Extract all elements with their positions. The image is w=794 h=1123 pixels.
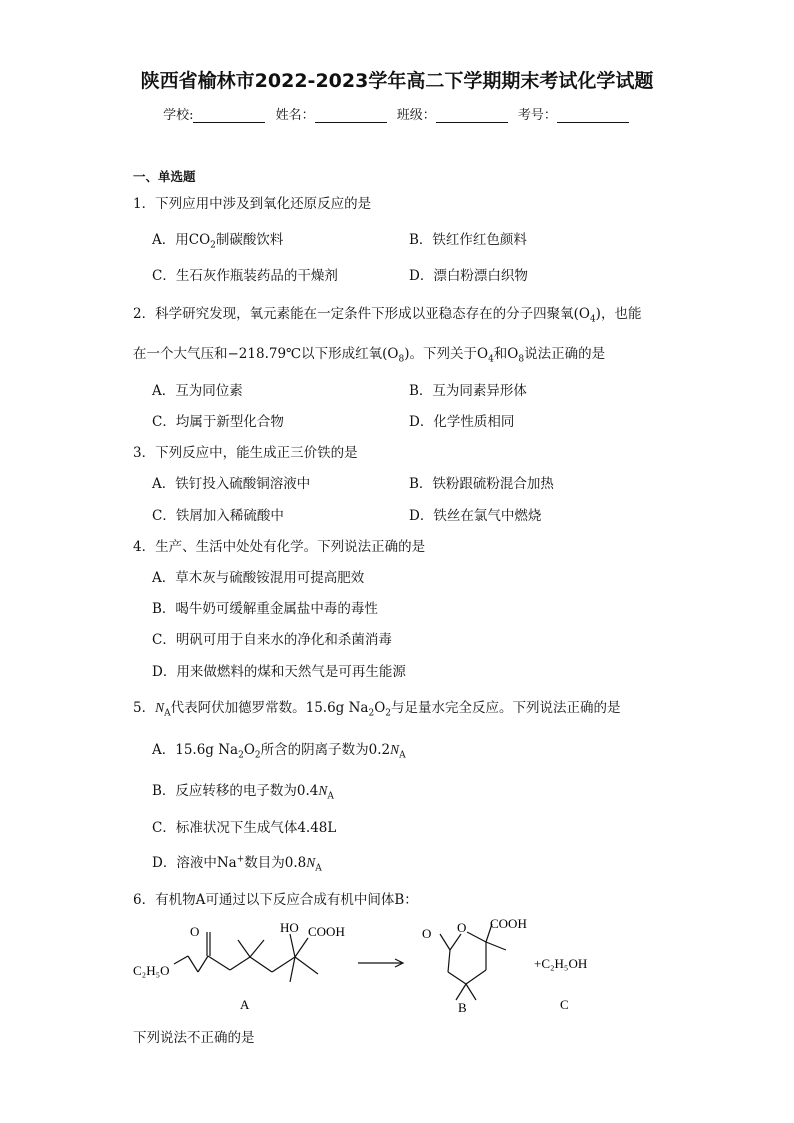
- page-title: 陕西省榆林市2022-2023学年高二下学期期末考试化学试题: [140, 70, 654, 92]
- class-blank[interactable]: [436, 108, 508, 123]
- b-carbonyl-oxygen: O: [422, 926, 432, 941]
- q1-option-d: D．漂白粉漂白织物: [409, 268, 528, 284]
- q1-option-a: A．用$CO_2$制碳酸饮料: [152, 232, 284, 251]
- class-label: 班级：: [396, 108, 436, 123]
- a-carboxyl-label: COOH: [308, 924, 345, 939]
- label-a: A: [240, 997, 250, 1012]
- q5-option-a: A．15.6g $Na_2O_2$所含的阴离子数为$0.2N_A$: [152, 742, 406, 761]
- name-blank[interactable]: [315, 108, 387, 123]
- reaction-scheme: [130, 912, 610, 1021]
- school-blank[interactable]: [193, 108, 265, 123]
- number-blank[interactable]: [557, 108, 629, 123]
- student-info-row: [0, 104, 794, 123]
- q2-stem-line2: 在一个大气压和−218.79℃以下形成红氧$(O_8)$。下列关于$O_4$和$O_8$说法正确的是: [133, 346, 606, 365]
- a-hydroxyl-label: HO: [280, 920, 299, 935]
- q3-option-b: B．铁粉跟硫粉混合加热: [409, 476, 554, 492]
- school-label: 学校:: [163, 108, 194, 123]
- number-label: 考号：: [517, 108, 557, 123]
- q3-option-c: C．铁屑加入稀硫酸中: [152, 508, 284, 524]
- molecule-b: [440, 924, 506, 1000]
- q6-prompt: 下列说法不正确的是: [133, 1030, 255, 1046]
- q5-option-c: C．标准状况下生成气体4.48L: [152, 820, 337, 836]
- q5-option-b: B．反应转移的电子数为$0.4N_A$: [152, 783, 334, 802]
- q1-option-b: B．铁红作红色颜料: [409, 232, 527, 248]
- q4-stem: 4．生产、生活中处处有化学。下列说法正确的是: [133, 539, 426, 555]
- a-ethoxy-label: C₂H₅O: [133, 963, 170, 978]
- q6-stem: 6．有机物A可通过以下反应合成有机中间体B：: [133, 892, 418, 908]
- q1-stem: 1．下列应用中涉及到氧化还原反应的是: [133, 196, 372, 212]
- section-heading: 一、单选题: [133, 169, 196, 184]
- a-carbonyl-oxygen: O: [190, 924, 200, 939]
- molecule-a: [174, 932, 318, 982]
- q2-option-c: C．均属于新型化合物: [152, 414, 284, 430]
- c-ethanol-label: +C₂H₅OH: [534, 956, 588, 971]
- q3-stem: 3．下列反应中，能生成正三价铁的是: [133, 445, 358, 461]
- label-c: C: [560, 997, 569, 1012]
- q4-option-a: A．草木灰与硫酸铵混用可提高肥效: [152, 570, 365, 586]
- q2-option-a: A．互为同位素: [152, 383, 243, 399]
- q4-option-d: D．用来做燃料的煤和天然气是可再生能源: [152, 664, 406, 680]
- b-carboxyl-label: COOH: [490, 916, 527, 931]
- q2-stem-line1: 2．科学研究发现，氧元素能在一定条件下形成以亚稳态存在的分子四聚氧$(O_4)$，也能: [133, 306, 642, 325]
- reaction-arrow: [358, 959, 403, 967]
- b-ring-oxygen: O: [457, 920, 467, 935]
- q2-option-b: B．互为同素异形体: [409, 383, 527, 399]
- q1-option-c: C．生石灰作瓶装药品的干燥剂: [152, 268, 338, 284]
- q4-option-c: C．明矾可用于自来水的净化和杀菌消毒: [152, 632, 392, 648]
- name-label: 姓名：: [275, 108, 315, 123]
- q5-option-d: D．溶液中Na+数目为$0.8N_A$: [152, 854, 322, 874]
- q2-option-d: D．化学性质相同: [409, 414, 515, 430]
- q3-option-d: D．铁丝在氯气中燃烧: [409, 508, 542, 524]
- label-b: B: [458, 1000, 467, 1015]
- reaction-scheme-svg: [130, 912, 610, 1017]
- q5-stem: 5．$N_A$代表阿伏加德罗常数。15.6g $Na_2O_2$与足量水完全反应。下列说法正确的是: [133, 700, 621, 719]
- q3-option-a: A．铁钉投入硫酸铜溶液中: [152, 476, 311, 492]
- q4-option-b: B．喝牛奶可缓解重金属盐中毒的毒性: [152, 601, 378, 617]
